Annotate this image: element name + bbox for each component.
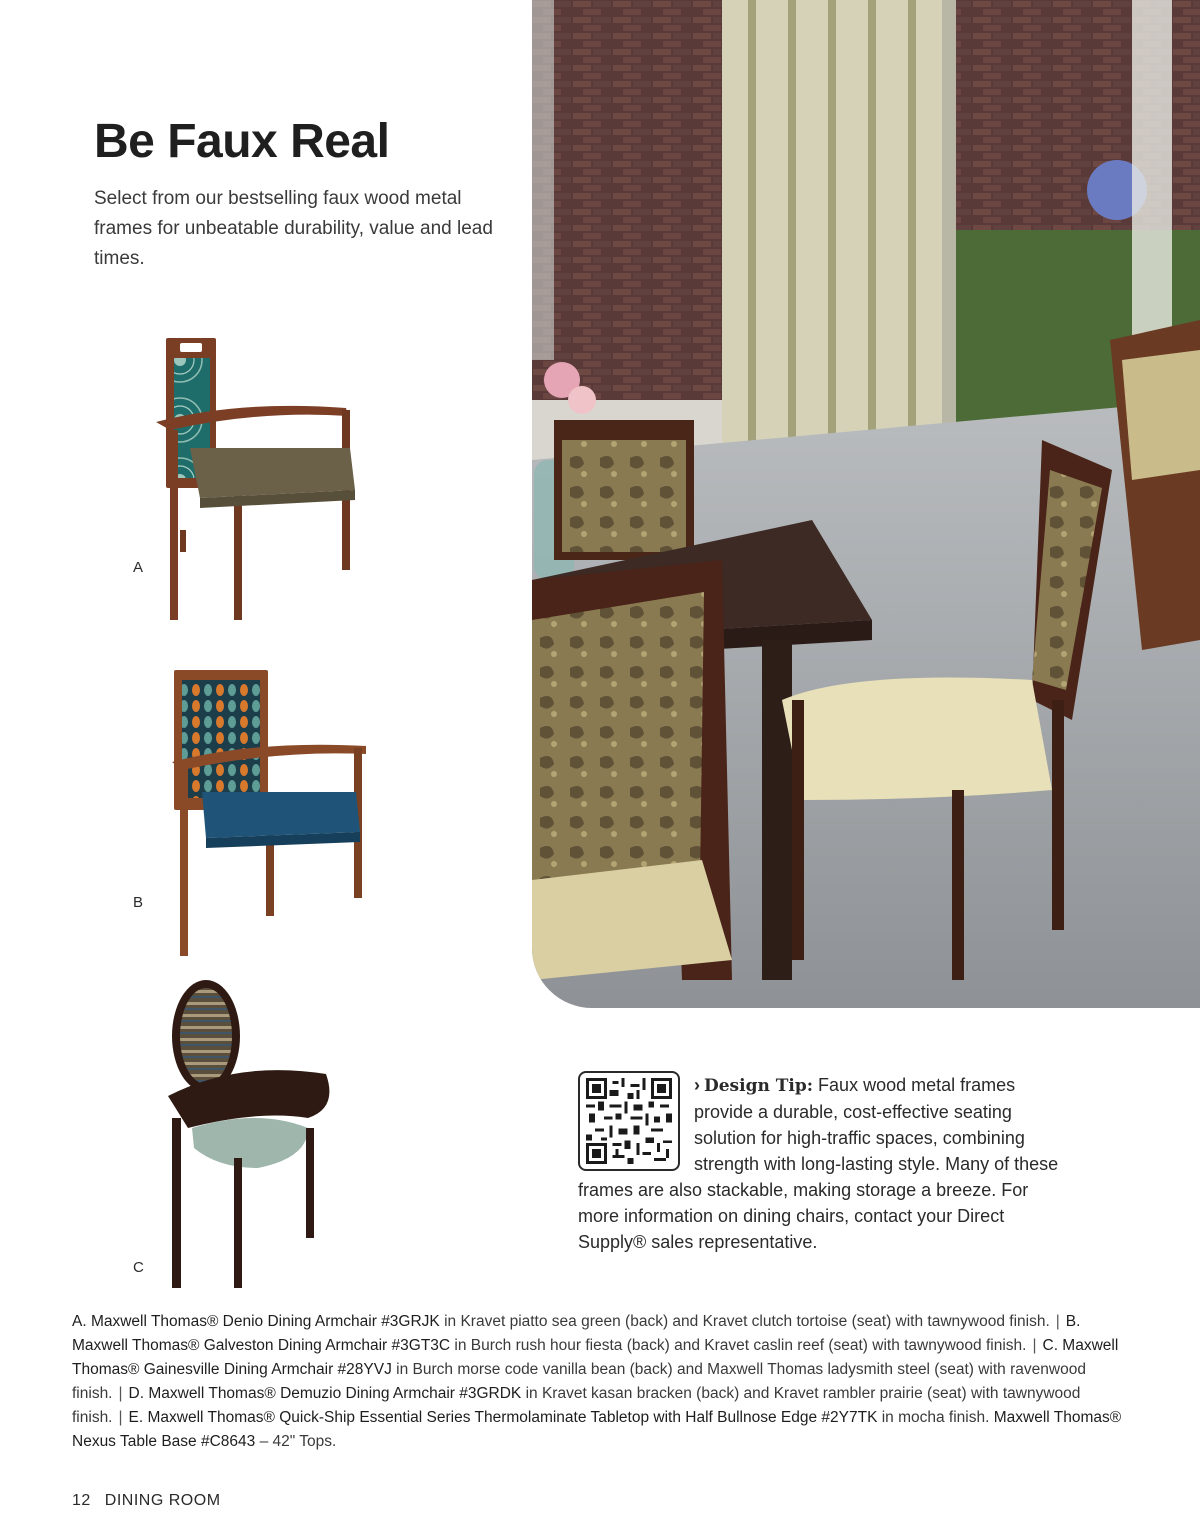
caption-separator: | <box>118 1385 123 1402</box>
chevron-right-icon: › <box>694 1075 700 1095</box>
product-captions <box>72 1310 1132 1454</box>
chair-b-label: B <box>133 894 144 911</box>
design-tip-heading: Design Tip: <box>704 1076 814 1096</box>
chair-a-image <box>150 330 370 620</box>
chair-c-label: C <box>133 1259 144 1276</box>
caption-separator: | <box>118 1409 123 1426</box>
caption-separator: | <box>1032 1337 1037 1354</box>
caption-separator: | <box>1055 1313 1060 1330</box>
caption-c-detail: in Burch morse code vanilla bean (back) and Maxwell Thomas ladysmith steel (seat) with ravenwood finish. <box>72 1361 1086 1402</box>
caption-d-name: D. Maxwell Thomas® Demuzio Dining Armchair #3GRDK <box>128 1385 522 1402</box>
caption-b-detail: in Burch rush hour fiesta (back) and Kravet caslin reef (seat) with tawnywood finish. <box>454 1337 1027 1354</box>
chair-c-image <box>158 978 338 1288</box>
caption-d-detail: in Kravet kasan bracken (back) and Kravet rambler prairie (seat) with tawnywood finish. <box>72 1385 1081 1426</box>
caption-c-name: C. Maxwell Thomas® Gainesville Dining Armchair #28YVJ <box>72 1337 1119 1378</box>
caption-a-name: A. Maxwell Thomas® Denio Dining Armchair #3GRJK <box>72 1313 440 1330</box>
dining-room-photo <box>532 0 1200 1008</box>
intro-text: Select from our bestselling faux wood metal frames for unbeatable durability, value and lead times. <box>94 188 493 269</box>
caption-base-detail: – 42" Tops. <box>259 1433 337 1450</box>
caption-e-detail: in mocha finish. <box>881 1409 990 1426</box>
caption-a-detail: in Kravet piatto sea green (back) and Kravet clutch tortoise (seat) with tawnywood finish. <box>444 1313 1050 1330</box>
caption-base-name: Maxwell Thomas® Nexus Table Base #C8643 <box>72 1409 1122 1450</box>
page-title: Be Faux Real <box>94 115 390 168</box>
chair-a-label: A <box>133 559 144 576</box>
page-footer <box>72 1492 221 1510</box>
caption-e-name: E. Maxwell Thomas® Quick-Ship Essential Series Thermolaminate Tabletop with Half Bullnose Edge #2Y7TK <box>128 1409 878 1426</box>
caption-b-name: B. Maxwell Thomas® Galveston Dining Armchair #3GT3C <box>72 1313 1081 1354</box>
section-name: DINING ROOM <box>104 1492 221 1509</box>
chair-b-image <box>166 666 376 956</box>
design-tip <box>578 1072 1068 1255</box>
page-number: 12 <box>72 1492 91 1509</box>
design-tip-body: Faux wood metal frames provide a durable, cost-effective seating solution for high-traffic spaces, combining strength with long-lasting style. Many of these frames are also stackable, making storage a breeze. For more information on dining chairs, contact your Direct Supply® sales representative. <box>578 1075 1059 1252</box>
